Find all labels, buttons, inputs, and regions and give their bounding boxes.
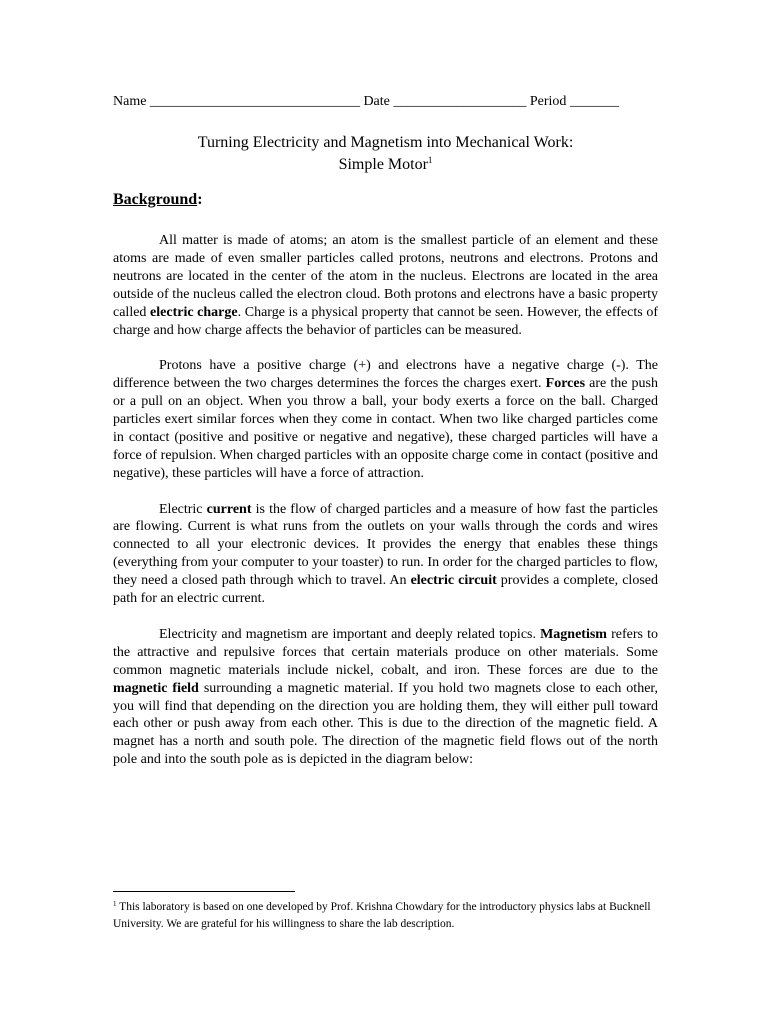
paragraph-magnetism: [113, 626, 658, 769]
paragraph-text: provides a complete, closed path for an electric current.: [113, 573, 658, 607]
paragraph-text: surrounding a magnetic material. If you hold two magnets close to each other, you will find that depending on the direction you are holding them, they will either pull toward each other or push away from each other. This is due to the direction of the magnetic field. A magnet has a north and south pole. The direction of the magnetic field flows out of the north pole and into the south pole as is depicted in the diagram below:: [113, 680, 659, 768]
footnote-text: This laboratory is based on one developed by Prof. Krishna Chowdary for the introductory physics labs at Bucknell University. We are grateful for his willingness to share the lab description.: [113, 901, 651, 930]
paragraph-text: Electric: [159, 501, 207, 517]
section-heading: [113, 191, 203, 209]
title-footnote-mark: 1: [427, 155, 433, 165]
period-blank: _______: [569, 94, 619, 109]
paragraph-text: are the push or a pull on an object. When you throw a ball, your body exerts a force on the ball. Charged particles exert similar forces when they come in contact. When two like charged particles come in contact (positive and positive or negative and negative), these charged particles will have a force of repulsion. When charged particles with an opposite charge come in contact (positive and negative), these particles will have a force of attraction.: [113, 376, 658, 481]
paragraph-text: Electricity and magnetism are important and deeply related topics.: [159, 626, 541, 642]
name-blank: ______________________________: [149, 94, 360, 109]
term-electric-circuit: electric circuit: [410, 573, 497, 589]
background-text: [113, 232, 658, 787]
paragraph-text: Protons have a positive charge (+) and electrons have a negative charge (-). The difference between the two charges determines the forces the charges exert.: [113, 358, 658, 392]
footnote-divider: [113, 891, 295, 892]
term-forces: Forces: [545, 376, 586, 392]
period-label: Period: [529, 94, 567, 109]
paragraph-current: [113, 501, 658, 608]
footnote-mark: 1: [113, 900, 117, 908]
student-info-line: [113, 94, 673, 110]
term-current: current: [206, 501, 252, 517]
title-line-2: [113, 154, 658, 176]
section-heading-colon: :: [197, 191, 203, 208]
paragraph-text: . Charge is a physical property that cannot be seen. However, the effects of charge and how charge affects the behavior of particles can be measured.: [113, 304, 658, 338]
term-electric-charge: electric charge: [150, 304, 238, 320]
paragraph-text: is the flow of charged particles and a measure of how fast the particles are flowing. Current is what runs from the outlets on your walls through the cords and wires connected to all your electronic devices. It provides the energy that enables these things (everything from your computer to your toaster) to run. In order for the charged particles to flow, they need a closed path through which to travel. An: [113, 501, 658, 589]
date-blank: ___________________: [393, 94, 527, 109]
term-magnetic-field: magnetic field: [113, 680, 199, 696]
paragraph-charges: [113, 357, 658, 482]
footnote: [113, 899, 658, 933]
term-magnetism: Magnetism: [540, 626, 607, 642]
section-heading-text: Background: [113, 191, 198, 208]
paragraph-text: refers to the attractive and repulsive forces that certain materials produce on other materials. Some common magnetic materials include nickel, cobalt, and iron. These forces are due to the: [113, 626, 658, 678]
document-title: [113, 132, 658, 176]
name-label: Name: [113, 94, 147, 109]
paragraph-text: All matter is made of atoms; an atom is the smallest particle of an element and these atoms are made of even smaller particles called protons, neutrons and electrons. Protons and neutrons are located in the center of the atom in the nucleus. Electrons are located in the area outside of the nucleus called the electron cloud. Both protons and electrons have a basic property called: [113, 233, 658, 320]
title-line-2-text: Simple Motor: [338, 156, 428, 173]
date-label: Date: [363, 94, 390, 109]
title-line-1: Turning Electricity and Magnetism into Mechanical Work:: [197, 134, 574, 151]
paragraph-atoms: [113, 232, 658, 339]
